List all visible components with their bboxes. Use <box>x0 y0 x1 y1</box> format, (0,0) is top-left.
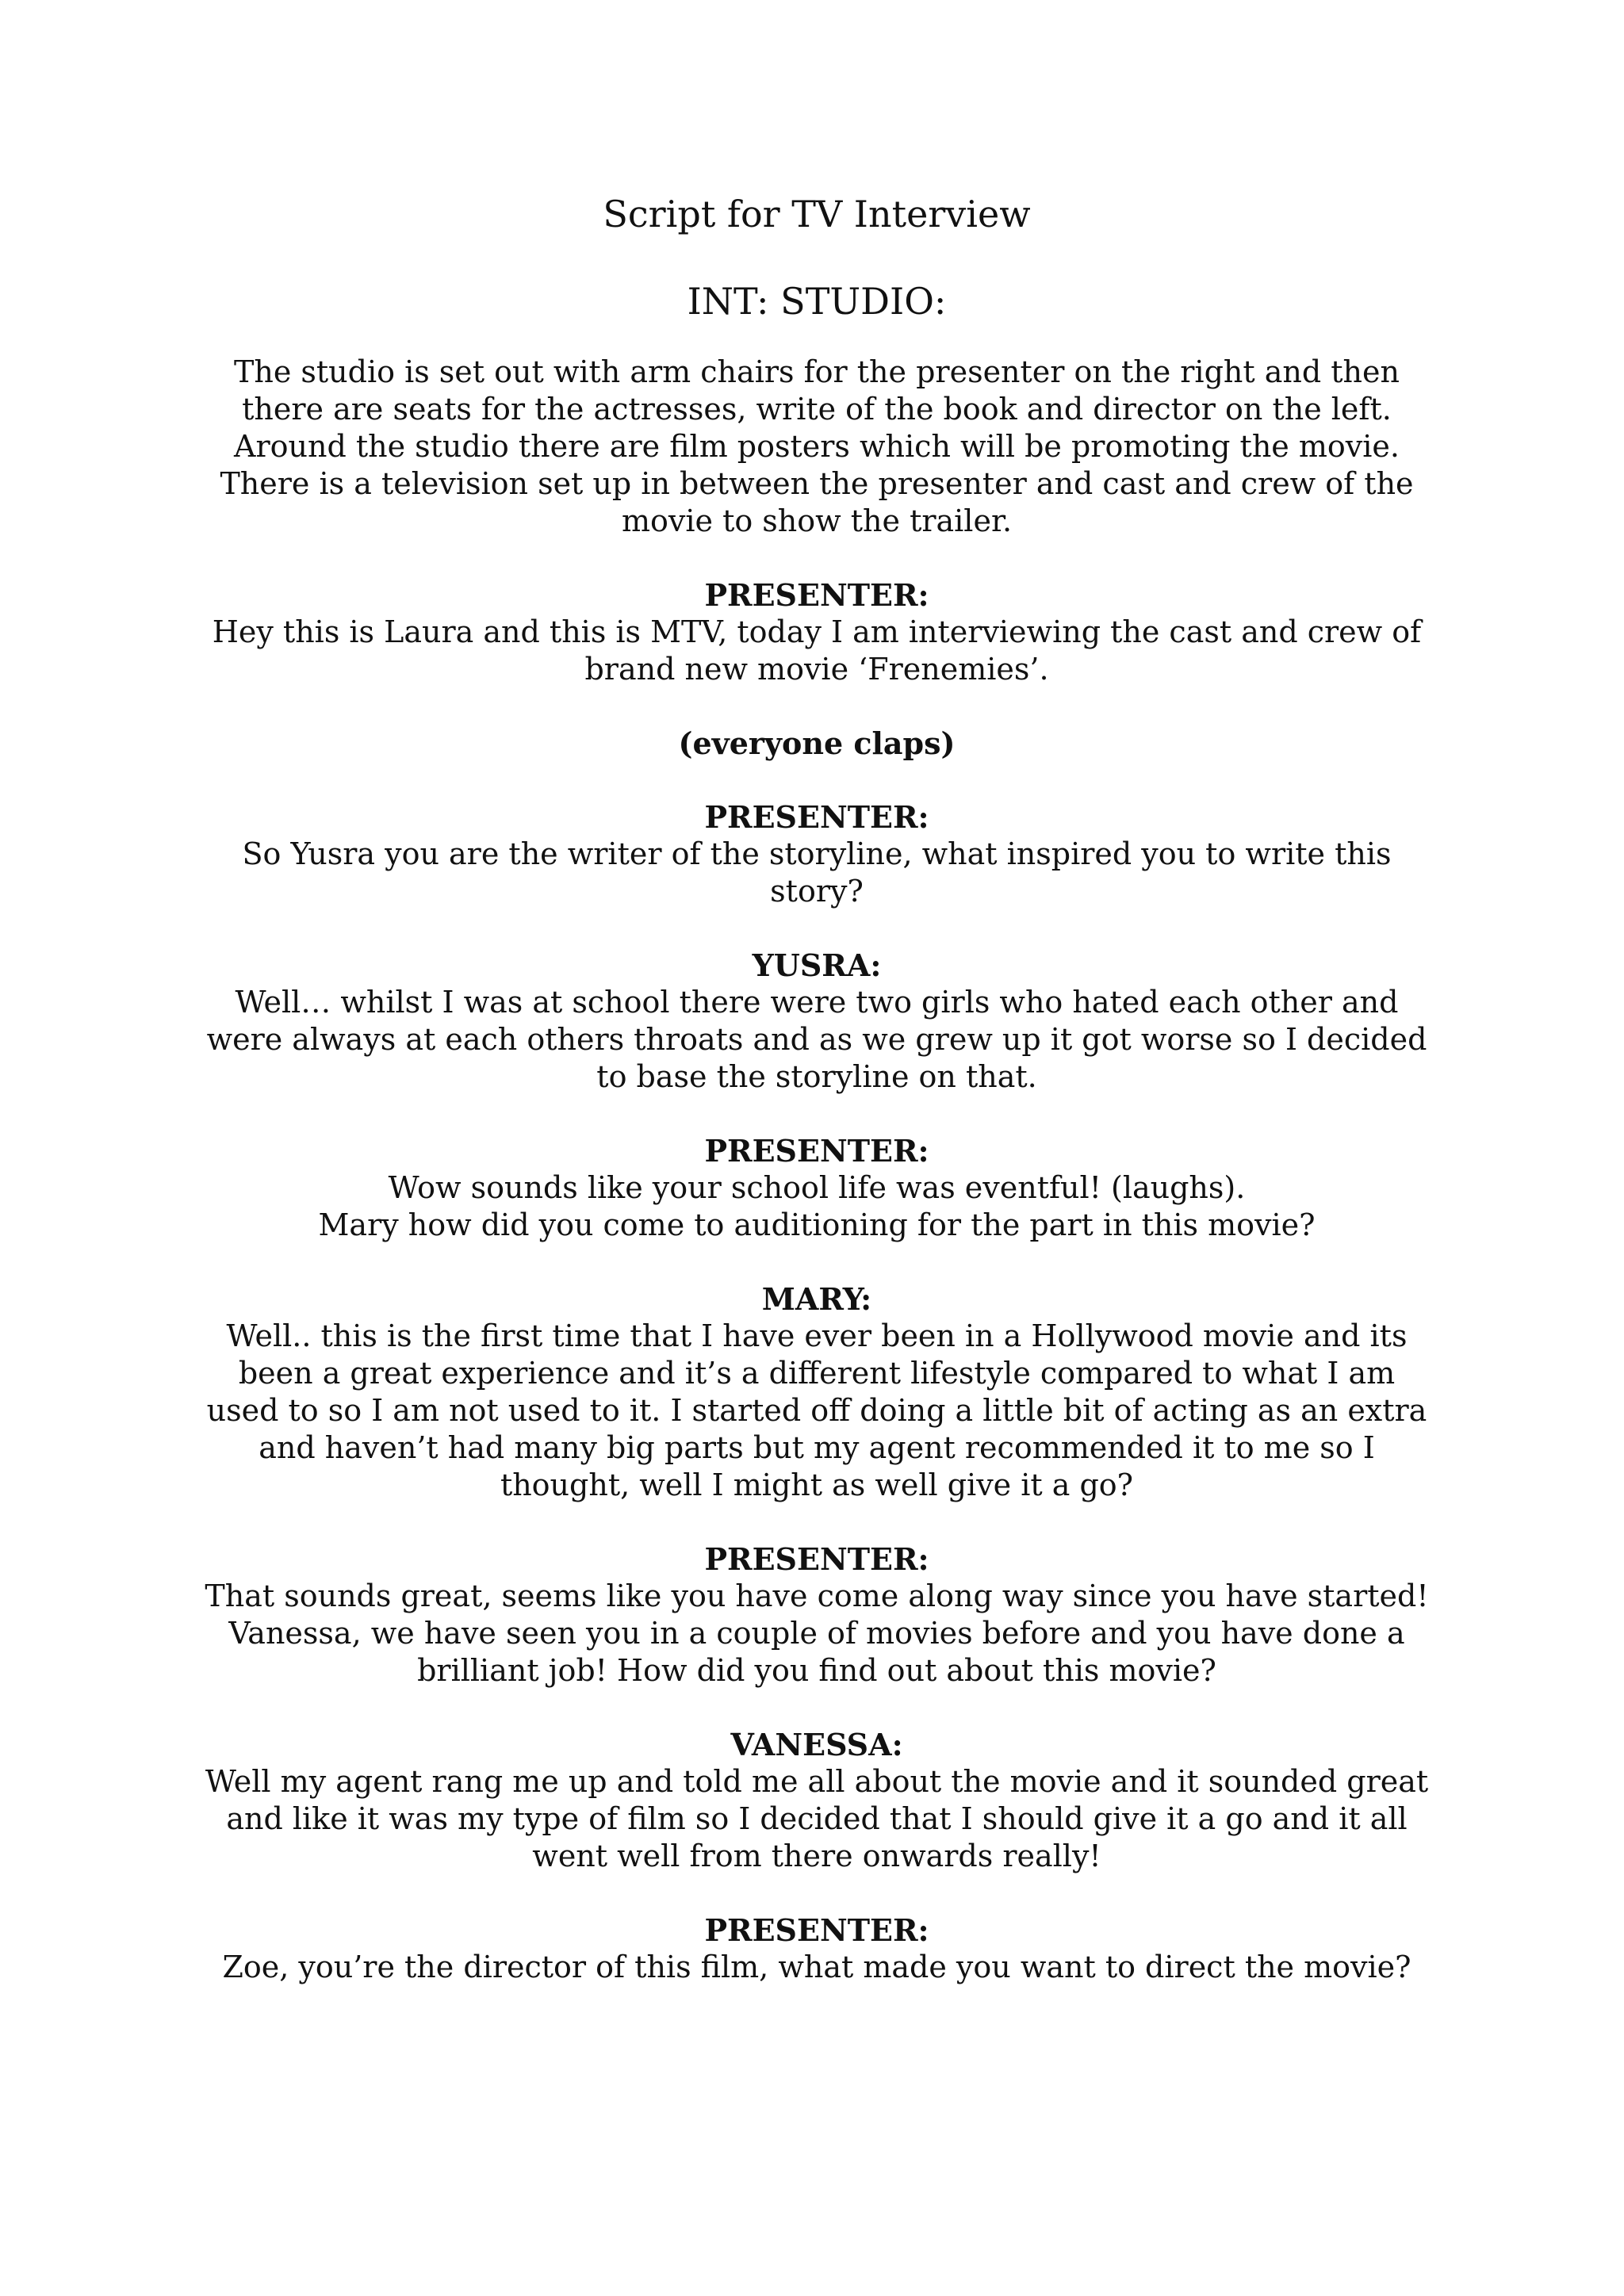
dialogue-block <box>198 798 1435 910</box>
dialogue-line: So Yusra you are the writer of the storyline, what inspired you to write this story? <box>242 836 1392 909</box>
scene-description: The studio is set out with arm chairs for the presenter on the right and then there are seats for the actresses, write of the book and director on the left. Around the studio there are film posters which will be promoting the movie. There is a television set up in between the presenter and cast and crew of the movie to show the trailer. <box>220 354 1414 538</box>
dialogue-line: Zoe, you’re the director of this film, what made you want to direct the movie? <box>222 1950 1411 1984</box>
stage-direction-block <box>198 725 1435 762</box>
dialogue-line: Well my agent rang me up and told me all about the movie and it sounded great and like it was my type of film so I decided that I should give it a go and it all went well from there onwards really! <box>205 1764 1429 1873</box>
scene-description-block <box>198 354 1435 540</box>
dialogue-line: Vanessa, we have seen you in a couple of movies before and you have done a brilliant job! How did you find out about this movie? <box>228 1616 1405 1688</box>
script-page <box>198 190 1435 2022</box>
scene-heading: INT: STUDIO: <box>687 280 947 323</box>
dialogue-line: That sounds great, seems like you have come along way since you have started! <box>205 1578 1429 1613</box>
dialogue-block <box>198 1726 1435 1875</box>
dialogue-line: Well… whilst I was at school there were two girls who hated each other and were always at each others throats and as we grew up it got worse so I decided to base the storyline on that. <box>206 985 1427 1094</box>
dialogue-block <box>198 947 1435 1096</box>
speaker-name: PRESENTER: <box>704 799 929 835</box>
speaker-name: PRESENTER: <box>704 1912 929 1948</box>
dialogue-line: Well.. this is the first time that I have ever been in a Hollywood movie and its been a great experience and it’s a different lifestyle compared to what I am used to so I am not used to it. I started off doing a little bit of acting as an extra and haven’t had many big parts but my agent recommended it to me so I thought, well I might as well give it a go? <box>206 1318 1427 1502</box>
document-title: Script for TV Interview <box>603 193 1031 235</box>
dialogue-block <box>198 1132 1435 1244</box>
speaker-name: PRESENTER: <box>704 1541 929 1577</box>
speaker-name: PRESENTER: <box>704 1133 929 1169</box>
speaker-name: PRESENTER: <box>704 577 929 613</box>
speaker-name: MARY: <box>761 1281 872 1317</box>
dialogue-block <box>198 576 1435 688</box>
dialogue-line: Hey this is Laura and this is MTV, today I am interviewing the cast and crew of brand new movie ‘Frenemies’. <box>212 614 1422 687</box>
dialogue-block <box>198 1540 1435 1689</box>
speaker-name: VANESSA: <box>730 1727 903 1762</box>
dialogue-block <box>198 1280 1435 1504</box>
dialogue-block <box>198 1911 1435 1986</box>
dialogue-line: Mary how did you come to auditioning for the part in this movie? <box>318 1207 1316 1242</box>
dialogue-line: Wow sounds like your school life was eventful! (laughs). <box>388 1170 1246 1205</box>
speaker-name: YUSRA: <box>752 947 882 983</box>
stage-direction: (everyone claps) <box>678 725 956 761</box>
